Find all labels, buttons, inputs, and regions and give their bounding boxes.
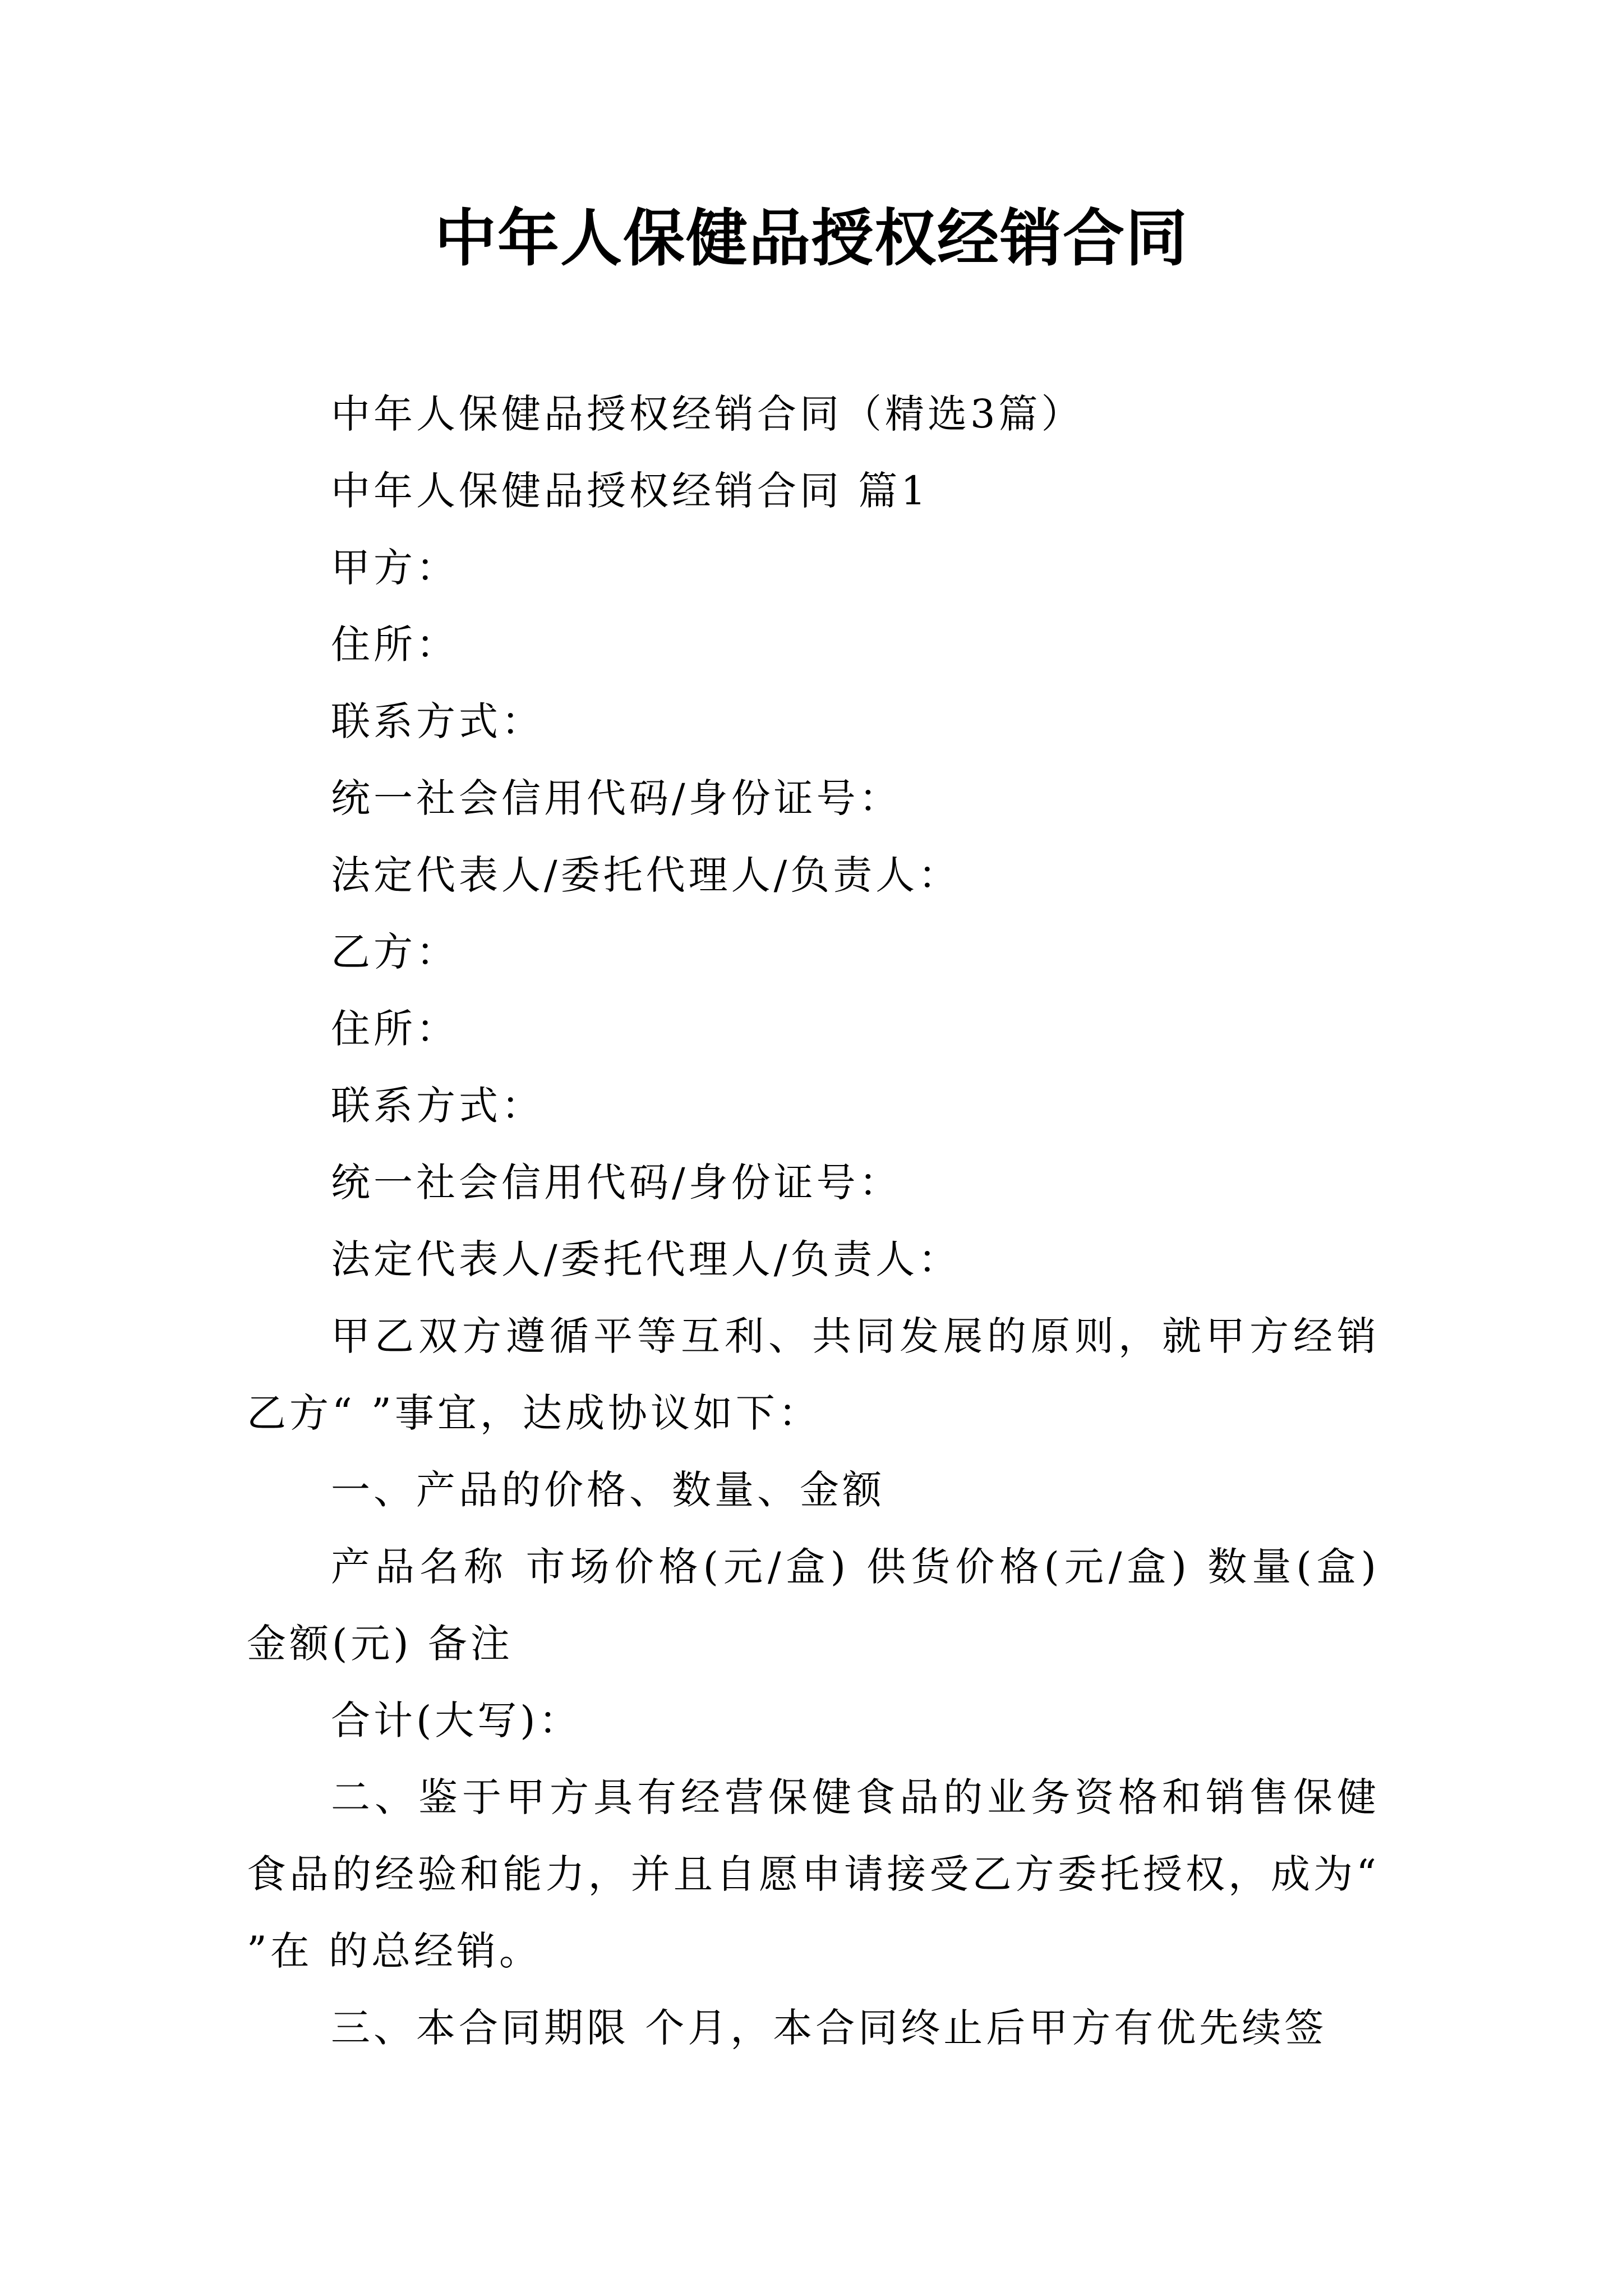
total-amount-line: 合计(大写)：: [331, 1697, 582, 1743]
document-body: [247, 376, 1380, 2067]
product-table-header: 产品名称 市场价格(元/盒) 供货价格(元/盒) 数量(盒) 金额(元) 备注: [247, 1544, 1380, 1667]
paragraph-section-heading: 中年人保健品授权经销合同 篇1: [331, 468, 929, 514]
party-b-representative: 法定代表人/委托代理人/负责人：: [331, 1236, 961, 1282]
party-b-credit-code: 统一社会信用代码/身份证号：: [331, 1159, 902, 1205]
party-a-contact: 联系方式：: [331, 698, 544, 744]
clause-3: 三、本合同期限 个月，本合同终止后甲方有优先续签: [331, 2005, 1327, 2051]
party-a-address: 住所：: [331, 622, 459, 668]
party-b-label: 乙方：: [331, 929, 459, 975]
clause-1-heading: 一、产品的价格、数量、金额: [331, 1467, 885, 1513]
document-title: 中年人保健品授权经销合同: [435, 202, 1188, 274]
paragraph-subtitle: 中年人保健品授权经销合同（精选3篇）: [331, 391, 1084, 437]
clause-2: 二、鉴于甲方具有经营保健食品的业务资格和销售保健食品的经验和能力，并且自愿申请接受乙方委托授权，成为“ ”在 的总经销。: [247, 1774, 1380, 1974]
party-b-contact: 联系方式：: [331, 1083, 544, 1129]
party-b-address: 住所：: [331, 1006, 459, 1052]
paragraph-preamble: 甲乙双方遵循平等互利、共同发展的原则，就甲方经销乙方“ ”事宜，达成协议如下：: [247, 1313, 1380, 1436]
party-a-label: 甲方：: [331, 545, 459, 591]
party-a-representative: 法定代表人/委托代理人/负责人：: [331, 852, 961, 898]
party-a-credit-code: 统一社会信用代码/身份证号：: [331, 775, 902, 821]
